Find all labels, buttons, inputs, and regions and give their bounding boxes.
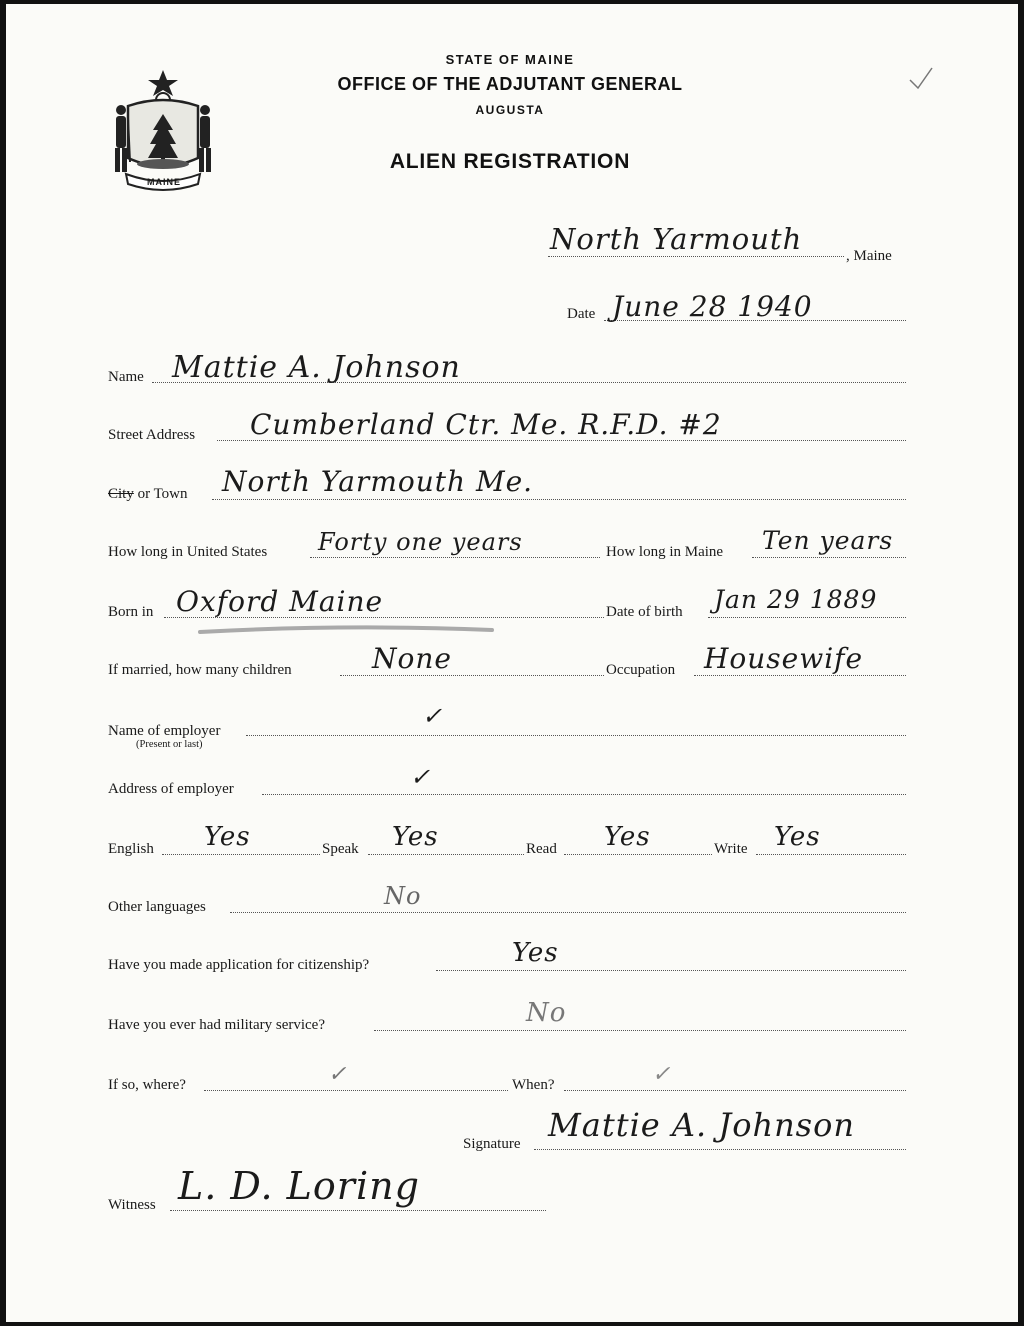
employer-line bbox=[246, 735, 906, 736]
occupation-line bbox=[694, 675, 906, 676]
form-title: ALIEN REGISTRATION bbox=[389, 150, 631, 173]
date-of-birth-label: Date of birth bbox=[606, 604, 683, 620]
read-line bbox=[564, 854, 712, 855]
children-entry: None bbox=[372, 642, 452, 675]
military-label: Have you ever had military service? bbox=[108, 1017, 325, 1033]
when-entry: ✓ bbox=[652, 1062, 672, 1087]
speak-label: Speak bbox=[322, 841, 359, 857]
employer-address-line bbox=[262, 794, 906, 795]
witness-label: Witness bbox=[108, 1197, 156, 1213]
seal-banner-label: MAINE bbox=[147, 177, 181, 187]
occupation-label: Occupation bbox=[606, 662, 676, 678]
scan-border-left bbox=[0, 0, 6, 1326]
employer-label: Name of employer bbox=[108, 723, 221, 739]
how-long-us-entry: Forty one years bbox=[318, 528, 523, 556]
witness-line bbox=[170, 1210, 546, 1211]
born-in-label: Born in bbox=[108, 604, 154, 620]
witness-entry: L. D. Loring bbox=[178, 1164, 420, 1208]
citizenship-line bbox=[436, 970, 906, 971]
scan-border-top bbox=[0, 0, 1024, 4]
citizenship-label: Have you made application for citizenship? bbox=[108, 957, 370, 973]
children-line bbox=[340, 675, 604, 676]
read-label: Read bbox=[526, 841, 557, 857]
occupation-entry: Housewife bbox=[704, 642, 864, 675]
write-entry: Yes bbox=[774, 822, 821, 852]
checkmark-icon bbox=[906, 64, 936, 94]
speak-entry: Yes bbox=[392, 822, 439, 852]
town-entry: North Yarmouth Me. bbox=[222, 465, 534, 498]
date-entry: June 28 1940 bbox=[612, 290, 813, 323]
signature-entry: Mattie A. Johnson bbox=[548, 1106, 855, 1144]
maine-state-seal-icon bbox=[108, 66, 218, 192]
date-of-birth-entry: Jan 29 1889 bbox=[714, 585, 878, 614]
how-long-maine-line bbox=[752, 557, 906, 558]
town-label: or Town bbox=[133, 486, 188, 502]
military-line bbox=[374, 1030, 906, 1031]
maine-label: , Maine bbox=[846, 248, 892, 264]
write-label: Write bbox=[714, 841, 748, 857]
scan-border-bottom bbox=[0, 1322, 1024, 1326]
how-long-maine-entry: Ten years bbox=[762, 526, 894, 555]
citizenship-entry: Yes bbox=[512, 938, 559, 968]
military-entry: No bbox=[526, 998, 567, 1028]
how-long-us-label: How long in United States bbox=[108, 544, 268, 560]
write-line bbox=[756, 854, 906, 855]
where-line bbox=[204, 1090, 508, 1091]
header-state: STATE OF MAINE bbox=[445, 52, 575, 67]
town-line bbox=[212, 499, 906, 500]
other-languages-entry: No bbox=[384, 882, 422, 910]
when-label: When? bbox=[512, 1077, 555, 1093]
pencil-underline-mark bbox=[196, 620, 496, 640]
scan-border-right bbox=[1018, 0, 1024, 1326]
where-entry: ✓ bbox=[328, 1062, 348, 1087]
other-languages-label: Other languages bbox=[108, 899, 206, 915]
street-address-entry: Cumberland Ctr. Me. R.F.D. #2 bbox=[250, 408, 722, 441]
name-label: Name bbox=[108, 369, 144, 385]
where-label: If so, where? bbox=[108, 1077, 186, 1093]
signature-label: Signature bbox=[463, 1136, 521, 1152]
employer-entry: ✓ bbox=[422, 702, 444, 730]
name-entry: Mattie A. Johnson bbox=[172, 350, 461, 385]
city-or-town-label bbox=[108, 485, 188, 503]
header-city: AUGUSTA bbox=[475, 103, 545, 117]
employer-sublabel: (Present or last) bbox=[136, 739, 203, 750]
date-label: Date bbox=[567, 306, 596, 322]
read-entry: Yes bbox=[604, 822, 651, 852]
children-label: If married, how many children bbox=[108, 662, 292, 678]
born-in-entry: Oxford Maine bbox=[176, 585, 384, 618]
other-languages-line bbox=[230, 912, 906, 913]
how-long-maine-label: How long in Maine bbox=[606, 544, 724, 560]
when-line bbox=[564, 1090, 906, 1091]
date-of-birth-line bbox=[708, 617, 906, 618]
employer-address-entry: ✓ bbox=[410, 763, 432, 791]
english-entry: Yes bbox=[204, 822, 251, 852]
english-label: English bbox=[108, 841, 154, 857]
employer-address-label: Address of employer bbox=[108, 781, 234, 797]
street-address-label: Street Address bbox=[108, 427, 196, 443]
header-office: OFFICE OF THE ADJUTANT GENERAL bbox=[337, 74, 683, 94]
town-header-entry: North Yarmouth bbox=[550, 222, 803, 256]
speak-line bbox=[368, 854, 524, 855]
signature-line bbox=[534, 1149, 906, 1150]
town-header-line bbox=[548, 256, 844, 257]
city-label-struck: City bbox=[108, 486, 134, 502]
how-long-us-line bbox=[310, 557, 600, 558]
english-line bbox=[162, 854, 320, 855]
